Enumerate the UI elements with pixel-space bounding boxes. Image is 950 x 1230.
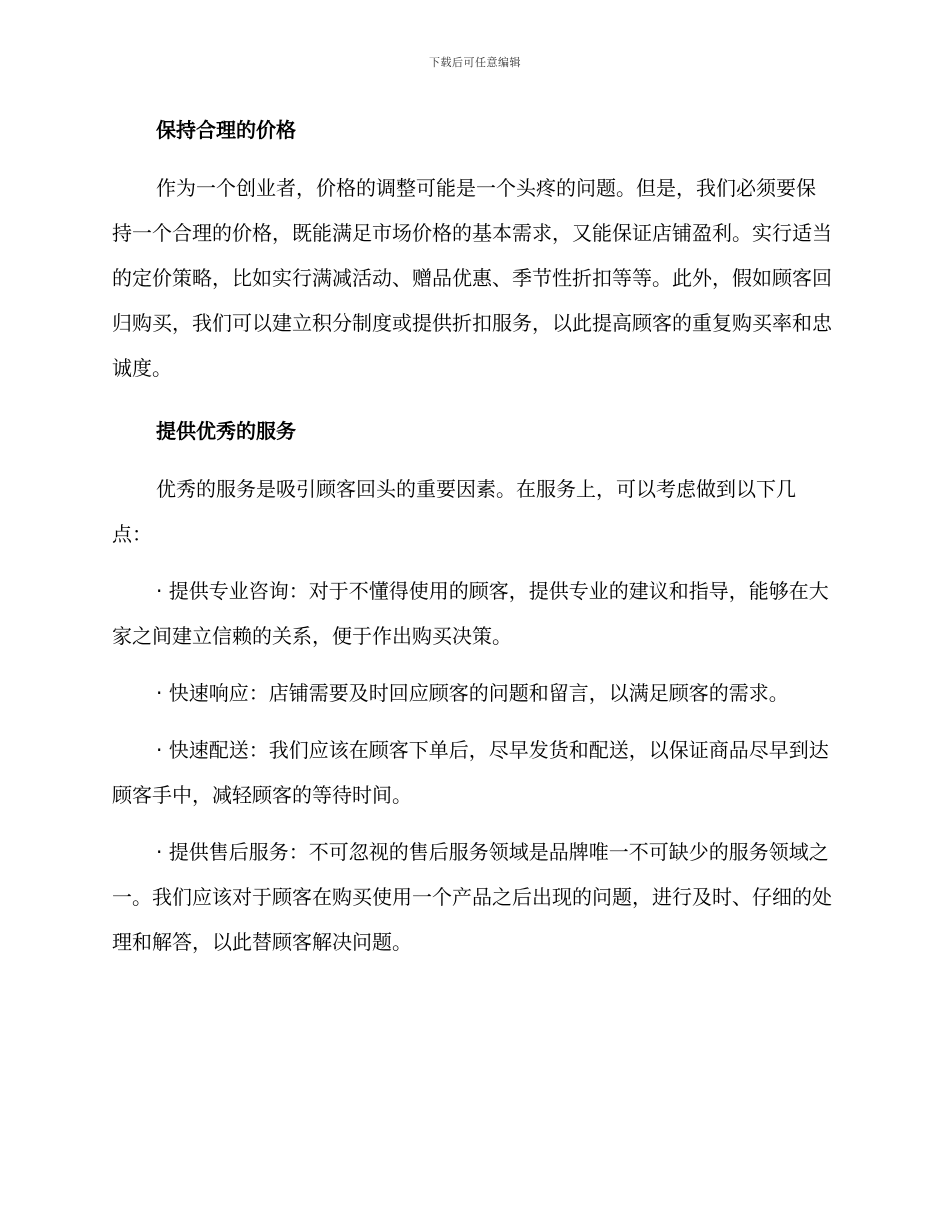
service-item-response: · 快速响应：店铺需要及时回应顾客的问题和留言，以满足顾客的需求。 (156, 681, 789, 705)
section-heading-service: 提供优秀的服务 (156, 419, 296, 443)
service-item-delivery: · 快速配送：我们应该在顾客下单后，尽早发货和配送，以保证商品尽早到达顾客手中，减轻顾客的等待时间。 (112, 738, 829, 807)
service-item-after-sales: · 提供售后服务：不可忽视的售后服务领域是品牌唯一不可缺少的服务领域之一。我们应该对于顾客在购买使用一个产品之后出现的问题，进行及时、仔细的处理和解答，以此替顾客解决问题。 (112, 840, 832, 954)
header-note: 下载后可任意编辑 (429, 56, 521, 69)
section-heading-pricing: 保持合理的价格 (156, 118, 296, 142)
pricing-paragraph: 作为一个创业者，价格的调整可能是一个头疼的问题。但是，我们必须要保持一个合理的价格，既能满足市场价格的基本需求，又能保证店铺盈利。实行适当的定价策略，比如实行满减活动、赠品优惠、季节性折扣等等。此外，假如顾客回归购买，我们可以建立积分制度或提供折扣服务，以此提高顾客的重复购买率和忠诚度。 (112, 176, 832, 380)
service-intro-paragraph: 优秀的服务是吸引顾客回头的重要因素。在服务上，可以考虑做到以下几点： (112, 477, 796, 546)
service-item-consulting: · 提供专业咨询：对于不懂得使用的顾客，提供专业的建议和指导，能够在大家之间建立信赖的关系，便于作出购买决策。 (112, 579, 829, 648)
document-body (112, 110, 832, 977)
